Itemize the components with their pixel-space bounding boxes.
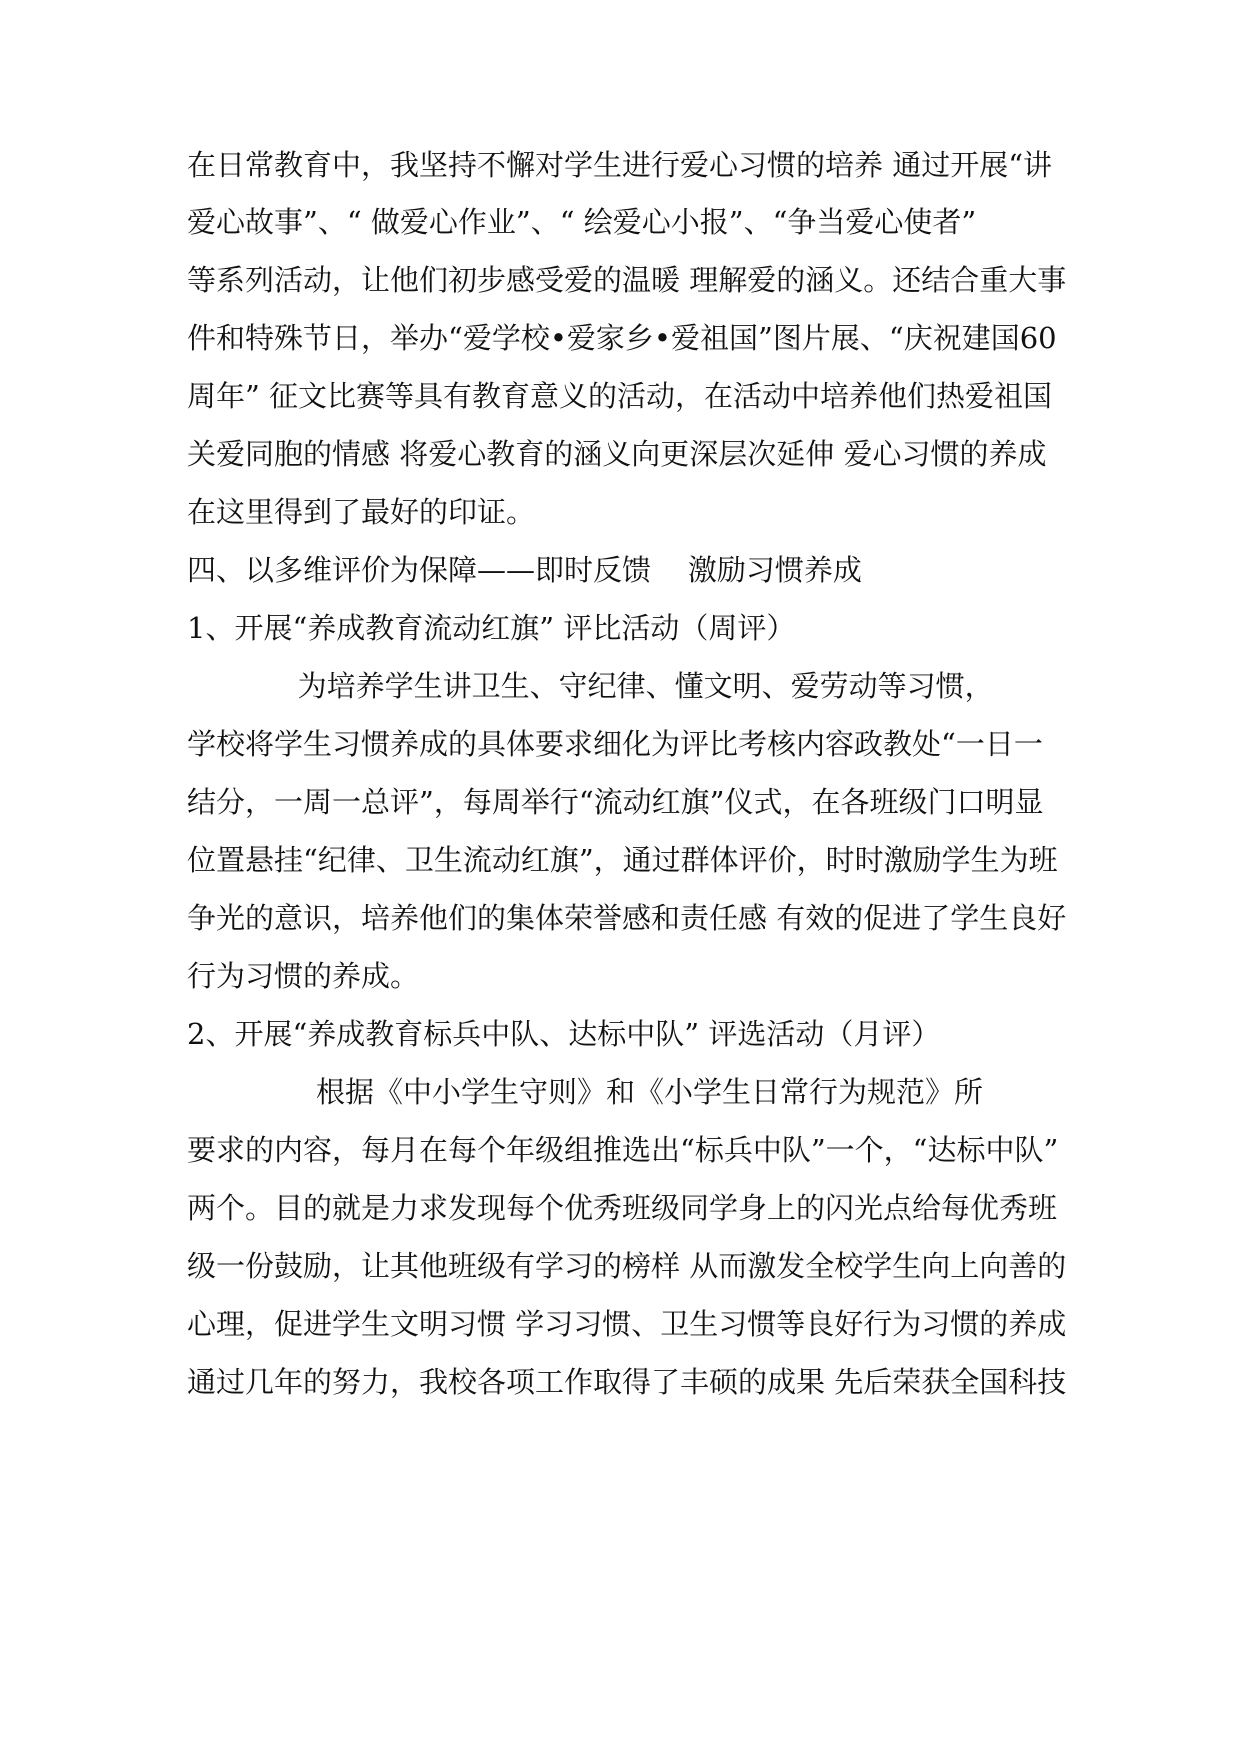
text-line: 根据《中小学生守则》和《小学生日常行为规范》所: [187, 1075, 984, 1109]
text-line: 行为习惯的养成。: [187, 959, 420, 993]
text-line: 结分，一周一总评”，每周举行“流动红旗”仪式，在各班级门口明显: [187, 785, 1044, 819]
text-line: 在日常教育中，我坚持不懈对学生进行爱心习惯的培养 通过开展“讲: [187, 148, 1053, 182]
text-line: 争光的意识，培养他们的集体荣誉感和责任感 有效的促进了学生良好: [187, 901, 1067, 935]
subsection-heading: 1、开展“养成教育流动红旗” 评比活动（周评）: [187, 611, 796, 645]
text-line: 等系列活动，让他们初步感受爱的温暖 理解爱的涵义。还结合重大事: [187, 263, 1067, 297]
text-line: 关爱同胞的情感 将爱心教育的涵义向更深层次延伸 爱心习惯的养成: [187, 437, 1047, 471]
text-line: 位置悬挂“纪律、卫生流动红旗”，通过群体评价，时时激励学生为班: [187, 843, 1058, 877]
text-line: 在这里得到了最好的印证。: [187, 495, 536, 529]
text-line: 两个。目的就是力求发现每个优秀班级同学身上的闪光点给每优秀班: [187, 1191, 1058, 1225]
subsection-heading: 2、开展“养成教育标兵中队、达标中队” 评选活动（月评）: [187, 1017, 941, 1051]
text-line: 心理，促进学生文明习惯 学习习惯、卫生习惯等良好行为习惯的养成: [187, 1307, 1067, 1341]
text-line: 爱心故事”、“ 做爱心作业”、“ 绘爱心小报”、“争当爱心使者”: [187, 205, 977, 239]
text-line: 级一份鼓励，让其他班级有学习的榜样 从而激发全校学生向上向善的: [187, 1249, 1067, 1283]
text-line: 周年” 征文比赛等具有教育意义的活动，在活动中培养他们热爱祖国: [187, 379, 1053, 413]
text-line: 通过几年的努力，我校各项工作取得了丰硕的成果 先后荣获全国科技: [187, 1365, 1067, 1399]
section-heading: 四、以多维评价为保障——即时反馈 激励习惯养成: [187, 553, 862, 587]
text-line: 件和特殊节日，举办“爱学校•爱家乡•爱祖国”图片展、“庆祝建国60: [187, 321, 1057, 355]
text-line: 要求的内容，每月在每个年级组推选出“标兵中队”一个，“达标中队”: [187, 1133, 1059, 1167]
text-line: 学校将学生习惯养成的具体要求细化为评比考核内容政教处“一日一: [187, 727, 1043, 761]
text-line: 为培养学生讲卫生、守纪律、懂文明、爱劳动等习惯，: [187, 669, 994, 703]
